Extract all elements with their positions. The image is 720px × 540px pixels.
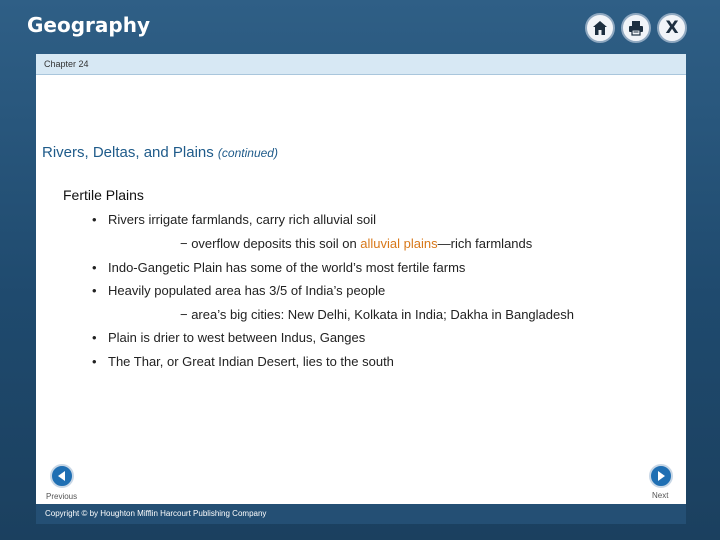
bullet-text: The Thar, or Great Indian Desert, lies to the south xyxy=(108,354,394,369)
close-icon: X xyxy=(665,18,679,38)
bullet-text: Heavily populated area has 3/5 of India’s people xyxy=(108,283,386,298)
section-heading: Fertile Plains xyxy=(63,187,144,203)
bullet-item xyxy=(92,212,376,227)
slide-title-text: Rivers, Deltas, and Plains xyxy=(42,144,214,161)
print-button[interactable] xyxy=(621,13,651,43)
home-button[interactable] xyxy=(585,13,615,43)
close-button[interactable] xyxy=(657,13,687,43)
highlight-term: alluvial plains xyxy=(360,236,438,251)
bullet-item xyxy=(92,260,465,275)
previous-button[interactable] xyxy=(50,464,74,488)
bullet-item xyxy=(92,330,365,345)
slide-title xyxy=(42,144,278,161)
chapter-bar xyxy=(36,54,686,75)
bullet-marker: • xyxy=(92,354,97,369)
arrow-left-icon xyxy=(56,470,68,482)
copyright-text: Copyright © by Houghton Mifflin Harcourt Publishing Company xyxy=(45,509,267,518)
footer-bar xyxy=(36,504,686,524)
slide-title-continued: (continued) xyxy=(217,146,278,160)
bullet-text: Plain is drier to west between Indus, Ganges xyxy=(108,330,366,345)
top-toolbar xyxy=(585,13,687,43)
bullet-text: Rivers irrigate farmlands, carry rich alluvial soil xyxy=(108,212,377,227)
sub-bullet-prefix: − overflow deposits this soil on xyxy=(180,236,361,251)
bullet-marker: • xyxy=(92,330,97,345)
sub-bullet-item xyxy=(180,236,532,251)
sub-bullet-text: − area’s big cities: New Delhi, Kolkata in India; Dakha in Bangladesh xyxy=(180,307,574,322)
chapter-label: Chapter 24 xyxy=(44,59,89,69)
app-title: Geography xyxy=(27,13,150,37)
sub-bullet-suffix: —rich farmlands xyxy=(437,236,533,251)
bullet-marker: • xyxy=(92,283,97,298)
bullet-item xyxy=(92,354,394,369)
previous-label: Previous xyxy=(46,492,78,501)
next-button[interactable] xyxy=(649,464,673,488)
bullet-marker: • xyxy=(92,212,97,227)
slide-content xyxy=(36,54,686,524)
sub-bullet-item xyxy=(180,307,574,322)
bullet-item xyxy=(92,283,385,298)
home-icon xyxy=(591,19,609,37)
bullet-marker: • xyxy=(92,260,97,275)
next-label: Next xyxy=(652,491,669,500)
print-icon xyxy=(627,19,645,37)
bullet-text: Indo-Gangetic Plain has some of the world’s most fertile farms xyxy=(108,260,466,275)
arrow-right-icon xyxy=(655,470,667,482)
